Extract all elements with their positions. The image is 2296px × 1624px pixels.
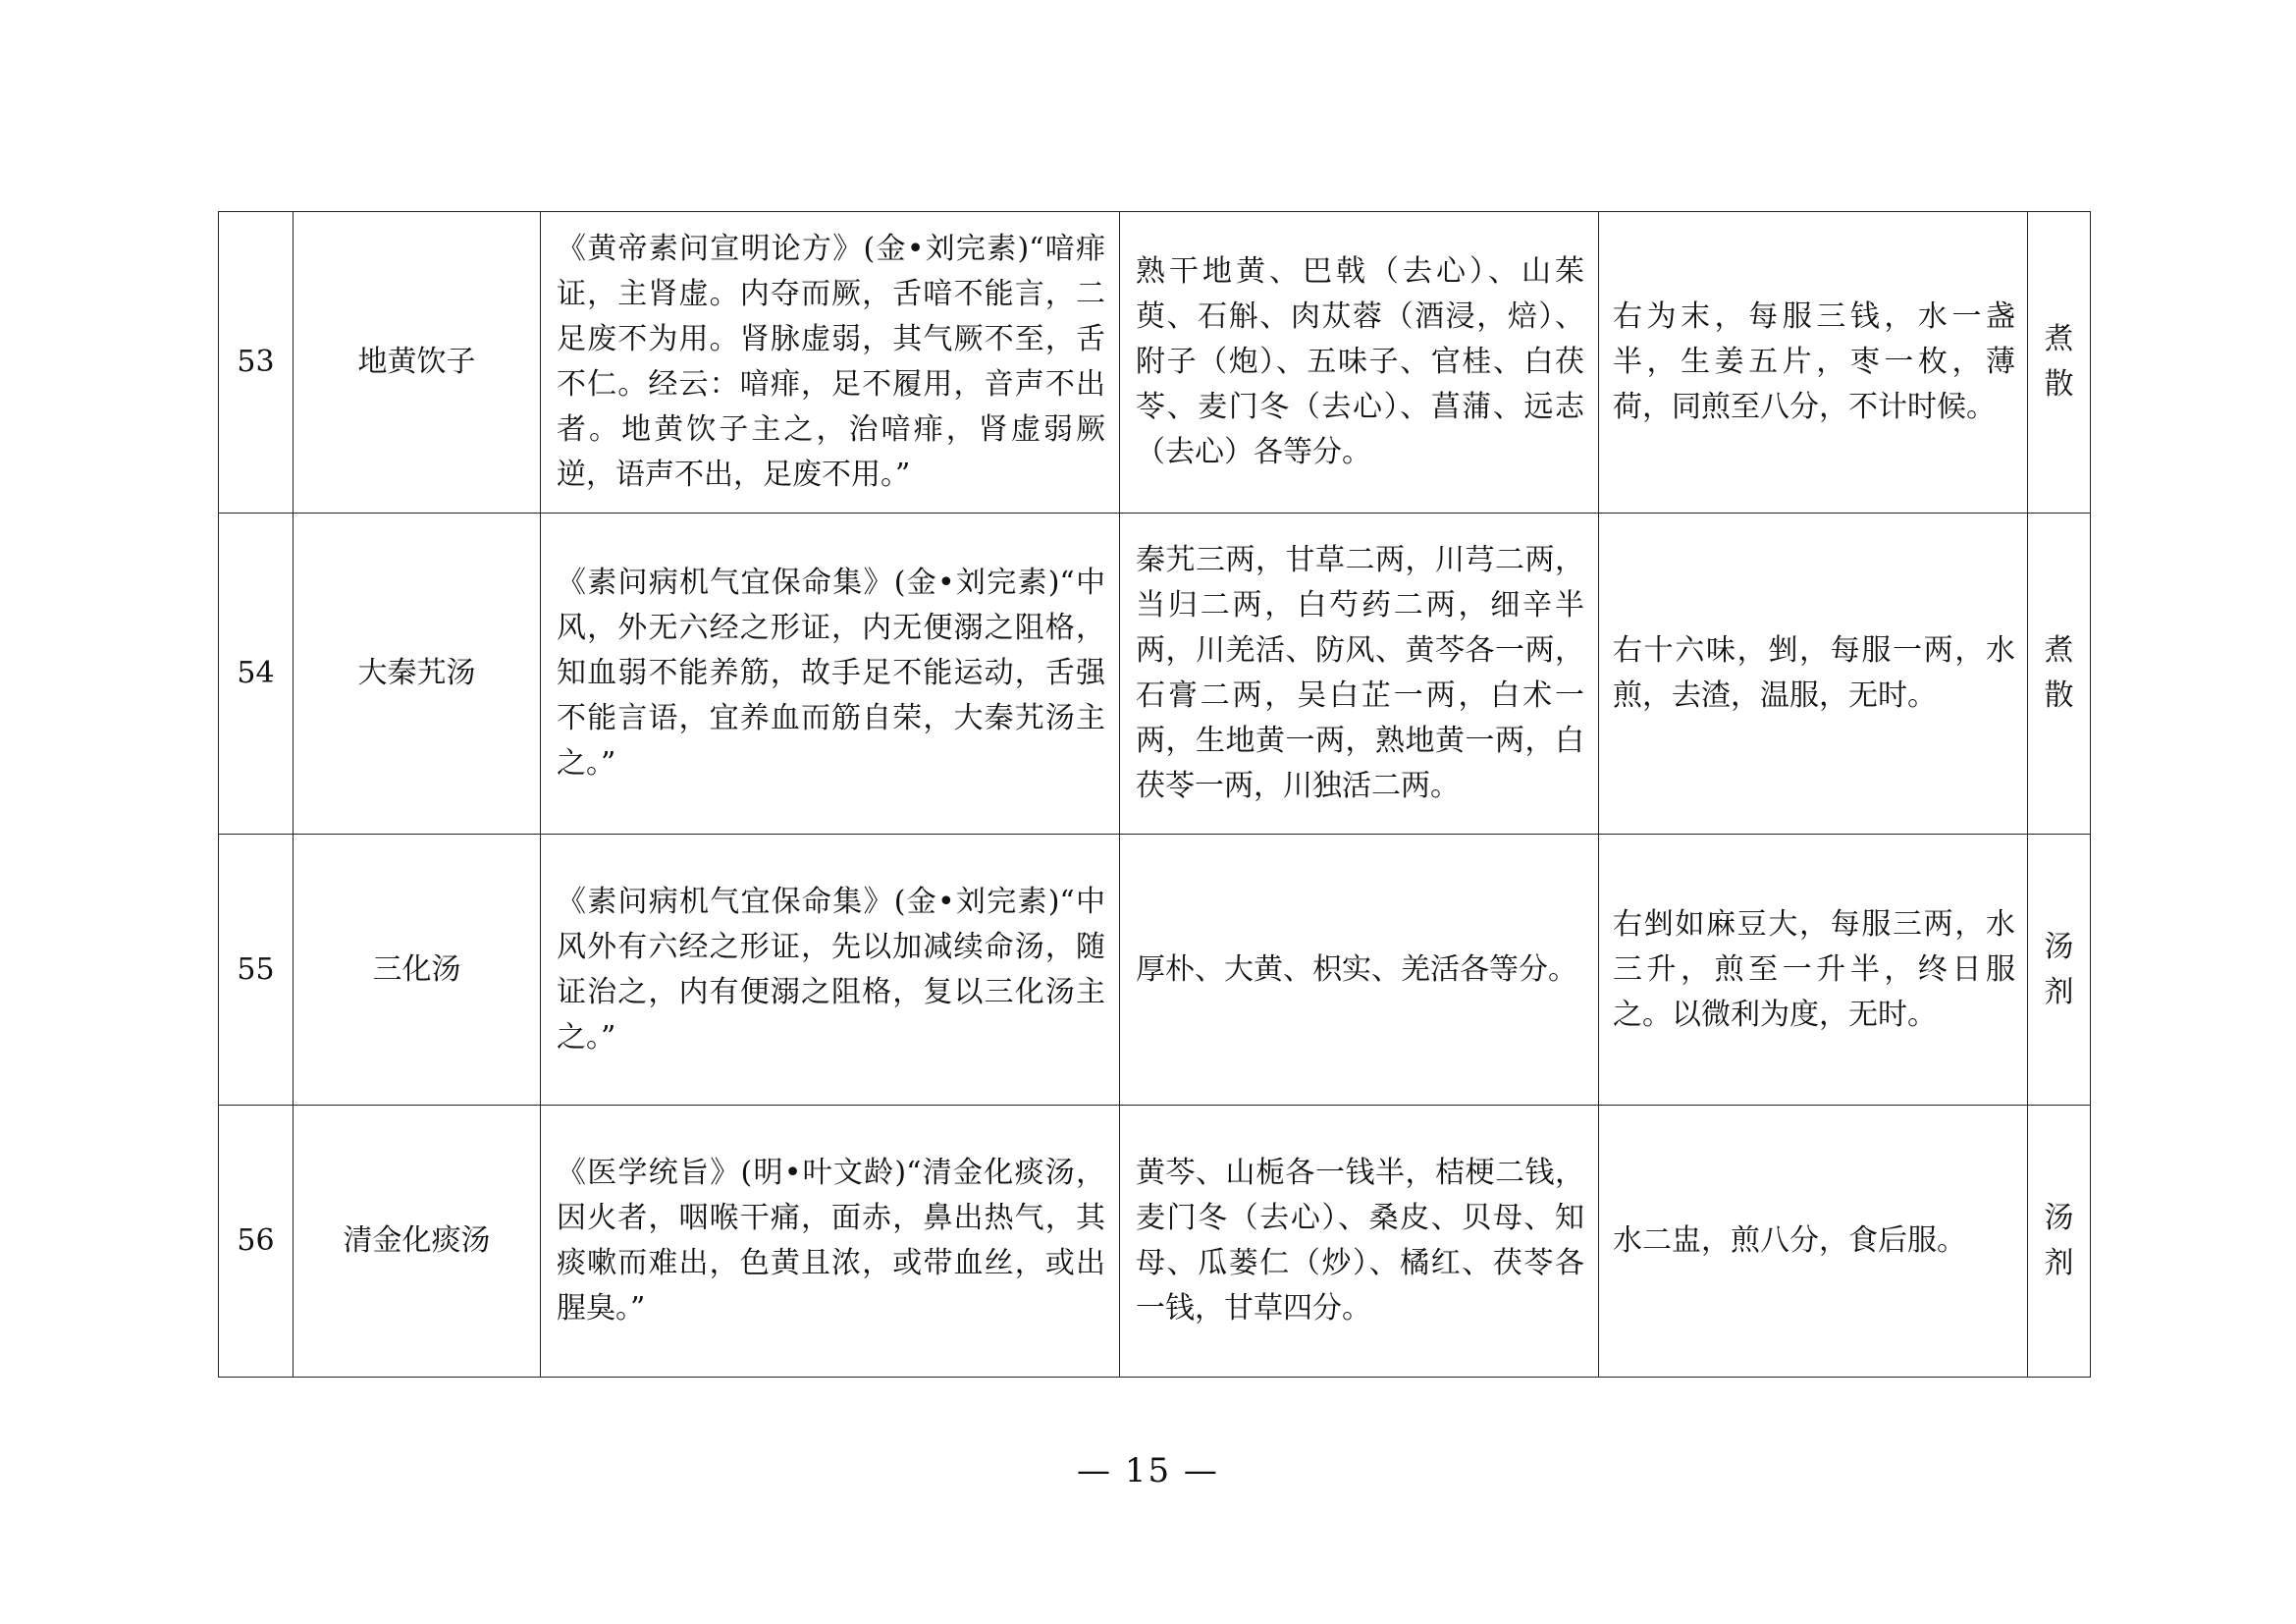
formula-name: 大秦艽汤 bbox=[294, 514, 541, 835]
composition-text: 秦艽三两，甘草二两，川芎二两，当归二两，白芍药二两，细辛半两，川羌活、防风、黄芩各一两，石膏二两，吴白芷一两，白术一两，生地黄一两，熟地黄一两，白茯苓一两，川独活二两。 bbox=[1120, 514, 1599, 835]
source-text: 《黄帝素问宣明论方》(金•刘完素)“喑痱证，主肾虚。内夺而厥，舌喑不能言，二足废不为用。肾脉虚弱，其气厥不至，舌不仁。经云：喑痱，足不履用，音声不出者。地黄饮子主之，治喑痱，肾虚弱厥逆，语声不出，足废不用。” bbox=[541, 212, 1120, 514]
row-number: 54 bbox=[219, 514, 294, 835]
dosage-form: 汤剂 bbox=[2044, 1201, 2074, 1280]
table-row bbox=[219, 514, 2091, 835]
preparation-text: 水二盅，煎八分，食后服。 bbox=[1599, 1106, 2028, 1378]
preparation-text: 右剉如麻豆大，每服三两，水三升，煎至一升半，终日服之。以微利为度，无时。 bbox=[1599, 835, 2028, 1106]
dosage-form-cell bbox=[2028, 514, 2091, 835]
dosage-form: 汤剂 bbox=[2044, 929, 2074, 1009]
source-text: 《素问病机气宜保命集》(金•刘完素)“中风外有六经之形证，先以加减续命汤，随证治之，内有便溺之阻格，复以三化汤主之。” bbox=[541, 835, 1120, 1106]
formula-name: 地黄饮子 bbox=[294, 212, 541, 514]
source-text: 《素问病机气宜保命集》(金•刘完素)“中风，外无六经之形证，内无便溺之阻格，知血弱不能养筋，故手足不能运动，舌强不能言语，宜养血而筋自荣，大秦艽汤主之。” bbox=[541, 514, 1120, 835]
dosage-form-cell bbox=[2028, 835, 2091, 1106]
preparation-text: 右为末，每服三钱，水一盏半，生姜五片，枣一枚，薄荷，同煎至八分，不计时候。 bbox=[1599, 212, 2028, 514]
dosage-form: 煮散 bbox=[2044, 322, 2074, 402]
dosage-form: 煮散 bbox=[2044, 633, 2074, 713]
dosage-form-cell bbox=[2028, 212, 2091, 514]
row-number: 55 bbox=[219, 835, 294, 1106]
table-row bbox=[219, 835, 2091, 1106]
row-number: 53 bbox=[219, 212, 294, 514]
formula-name: 三化汤 bbox=[294, 835, 541, 1106]
page-number: — 15 — bbox=[1077, 1451, 1219, 1490]
table-row bbox=[219, 1106, 2091, 1378]
composition-text: 厚朴、大黄、枳实、羌活各等分。 bbox=[1120, 835, 1599, 1106]
source-text: 《医学统旨》(明•叶文龄)“清金化痰汤，因火者，咽喉干痛，面赤，鼻出热气，其痰嗽而难出，色黄且浓，或带血丝，或出腥臭。” bbox=[541, 1106, 1120, 1378]
row-number: 56 bbox=[219, 1106, 294, 1378]
composition-text: 熟干地黄、巴戟（去心）、山茱萸、石斛、肉苁蓉（酒浸，焙）、附子（炮）、五味子、官桂、白茯苓、麦门冬（去心）、菖蒲、远志（去心）各等分。 bbox=[1120, 212, 1599, 514]
preparation-text: 右十六味，剉，每服一两，水煎，去渣，温服，无时。 bbox=[1599, 514, 2028, 835]
table-row bbox=[219, 212, 2091, 514]
formula-table-container bbox=[218, 211, 2090, 1378]
dosage-form-cell bbox=[2028, 1106, 2091, 1378]
formula-name: 清金化痰汤 bbox=[294, 1106, 541, 1378]
composition-text: 黄芩、山栀各一钱半，桔梗二钱，麦门冬（去心）、桑皮、贝母、知母、瓜蒌仁（炒）、橘红、茯苓各一钱，甘草四分。 bbox=[1120, 1106, 1599, 1378]
formula-table bbox=[218, 211, 2091, 1378]
